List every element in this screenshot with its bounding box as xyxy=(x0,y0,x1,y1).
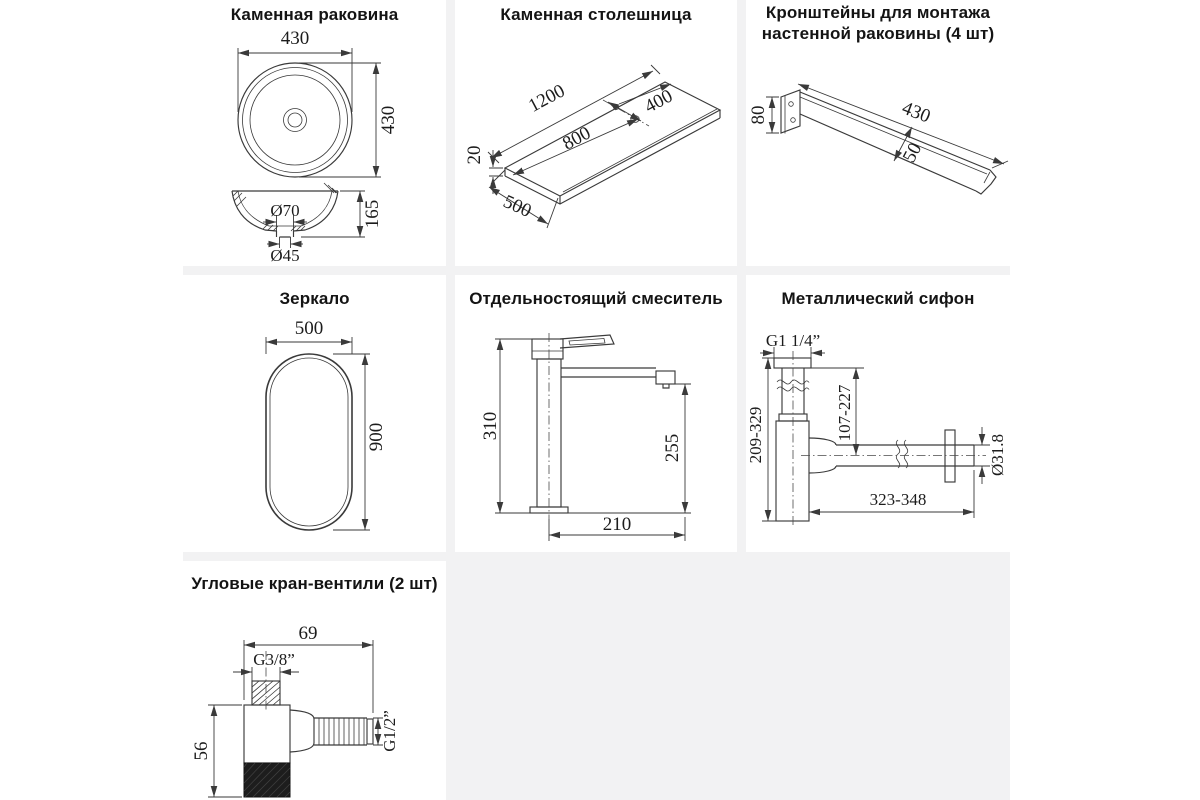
dim-sink-drain-bottom: Ø45 xyxy=(270,246,300,265)
panel-sink-title: Каменная раковина xyxy=(230,5,399,24)
panel-siphon xyxy=(746,275,1010,552)
faucet-shape xyxy=(530,333,675,519)
dim-countertop-thickness: 20 xyxy=(464,145,485,165)
valve-shape xyxy=(244,651,373,797)
panel-faucet-title: Отдельностоящий смеситель xyxy=(469,289,723,308)
mirror-shape xyxy=(266,354,352,530)
dim-mirror-width: 500 xyxy=(294,318,324,339)
dim-countertop-hole-offset: 400 xyxy=(641,85,677,118)
siphon-drawing xyxy=(746,275,1010,552)
divider-vertical-1 xyxy=(446,0,455,552)
panel-faucet xyxy=(455,275,737,552)
dim-sink-drain-top: Ø70 xyxy=(270,201,300,220)
dim-siphon-outlet-diameter: Ø31.8 xyxy=(988,433,1007,477)
dim-bracket-length: 430 xyxy=(899,97,934,128)
valve-drawing xyxy=(183,561,446,800)
dim-valve-width: 69 xyxy=(298,623,318,644)
dim-sink-bowl-height: 165 xyxy=(362,199,383,229)
panel-brackets-title-line1: Кронштейны для монтажа xyxy=(765,3,991,22)
dim-countertop-length: 1200 xyxy=(525,80,569,117)
bracket-shape xyxy=(781,90,996,194)
dim-siphon-inlet-height-range: 107-227 xyxy=(835,384,854,442)
dim-countertop-hole-center: 800 xyxy=(559,122,595,155)
dim-valve-outlet-thread: G1/2” xyxy=(380,710,399,752)
dim-valve-height: 56 xyxy=(191,741,212,761)
dim-valve-inlet-thread: G3/8” xyxy=(253,650,295,669)
dim-countertop-depth: 500 xyxy=(499,191,535,222)
panel-brackets-title-line2: настенной раковины (4 шт) xyxy=(761,24,995,44)
dim-faucet-reach: 210 xyxy=(602,514,632,535)
sink-drawing xyxy=(183,0,446,266)
dim-siphon-outlet-length-range: 323-348 xyxy=(869,490,927,509)
divider-horizontal-1 xyxy=(183,266,1010,275)
panel-countertop-title: Каменная столешница xyxy=(500,5,692,24)
dim-siphon-inlet-thread: G1 1/4” xyxy=(765,331,821,350)
panel-siphon-title: Металлический сифон xyxy=(781,289,975,308)
panel-brackets xyxy=(746,0,1010,266)
divider-vertical-2 xyxy=(737,0,746,552)
dim-siphon-height-range: 209-329 xyxy=(746,406,765,464)
panel-mirror-title: Зеркало xyxy=(279,289,350,308)
panel-valves xyxy=(183,561,446,800)
dim-sink-height: 430 xyxy=(378,105,399,135)
mirror-drawing xyxy=(183,275,446,552)
countertop-drawing xyxy=(455,0,737,266)
dim-mirror-height: 900 xyxy=(366,422,387,452)
dim-sink-width: 430 xyxy=(280,28,310,49)
panel-mirror xyxy=(183,275,446,552)
dim-bracket-plate-height: 80 xyxy=(748,105,769,125)
dim-faucet-total-height: 310 xyxy=(480,411,501,441)
bracket-drawing xyxy=(746,0,1010,266)
sink-top-view xyxy=(238,63,352,177)
panel-sink xyxy=(183,0,446,266)
panel-countertop xyxy=(455,0,737,266)
dim-bracket-width: 50 xyxy=(898,139,927,167)
empty-cell-block xyxy=(446,552,1010,800)
panel-valves-title: Угловые кран-вентили (2 шт) xyxy=(191,574,438,593)
dim-faucet-spout-height: 255 xyxy=(662,433,683,463)
